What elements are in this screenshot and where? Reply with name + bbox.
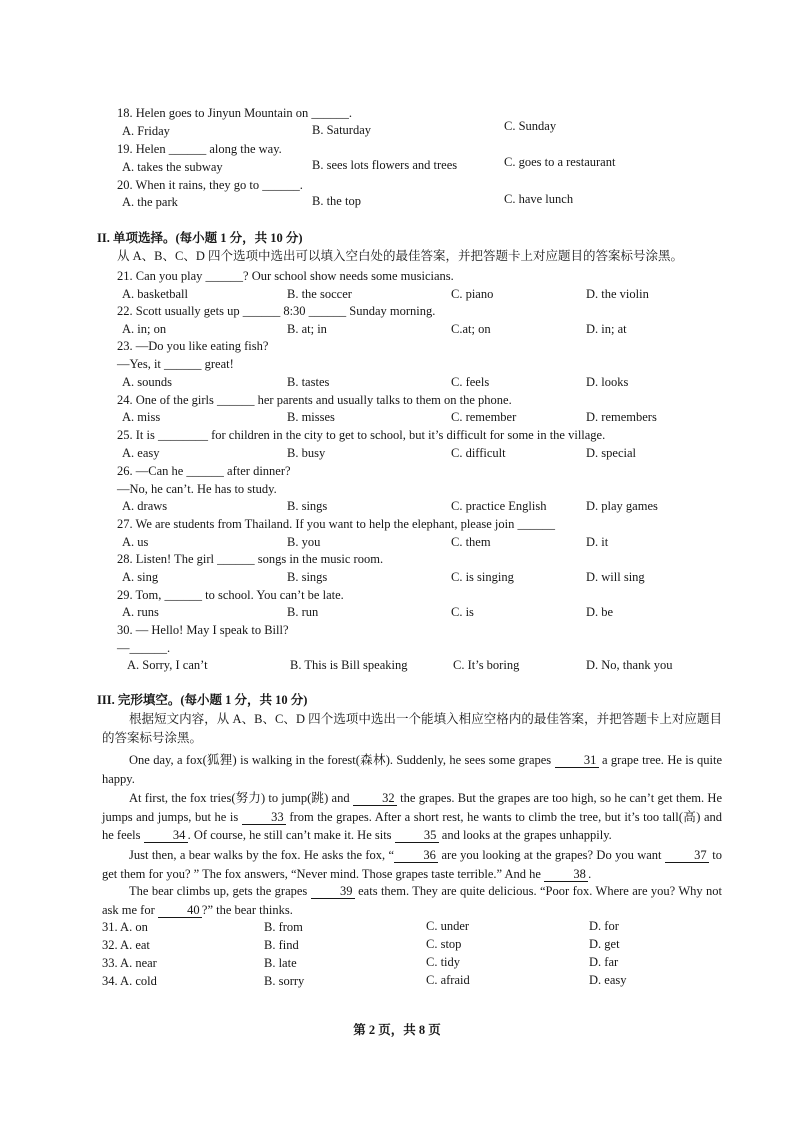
p4-text-b: eats them. They are quite delicious. “Poor fox. Where are you? Why not ask me for xyxy=(102,884,723,917)
question-26-option-d: D. play games xyxy=(586,499,658,513)
question-24-stem: 24. One of the girls ______ her parents and usually talks to them on the phone. xyxy=(117,393,512,407)
choice-31-a: 31. A. on xyxy=(102,920,148,934)
question-26-reply: —No, he can’t. He has to study. xyxy=(117,482,277,496)
question-23-option-a: A. sounds xyxy=(122,375,173,389)
question-22-option-c: C.at; on xyxy=(451,322,491,336)
blank-39: 39 xyxy=(311,884,355,899)
p2-text-d: . Of course, he still can’t make it. He sits xyxy=(187,828,392,842)
passage-paragraph-1 xyxy=(102,751,722,788)
choice-34-d: D. easy xyxy=(589,973,627,987)
p2-text-c: from the grapes. After a short rest, he wants to climb the tree, but it’s too tall(高) and he feels xyxy=(102,809,723,842)
question-18-option-a: A. Friday xyxy=(122,124,170,138)
choice-33-d: D. far xyxy=(589,955,619,969)
question-18-option-c: C. Sunday xyxy=(504,119,557,133)
p1-text-c: a grape tree. He is quite happy. xyxy=(102,753,723,786)
question-30-reply: —______. xyxy=(117,641,171,655)
blank-31: 31 xyxy=(555,753,599,768)
blank-38: 38 xyxy=(544,867,588,882)
question-23-reply: —Yes, it ______ great! xyxy=(117,357,234,371)
question-25-option-b: B. busy xyxy=(287,446,326,460)
question-23-option-d: D. looks xyxy=(586,375,629,389)
p3-text-c: to get them for you? ” The fox answers, “Never mind. Those grapes taste terrible.” And he xyxy=(102,848,723,881)
question-29-option-d: D. be xyxy=(586,605,614,619)
question-30-option-b: B. This is Bill speaking xyxy=(290,658,408,672)
question-19-option-a: A. takes the subway xyxy=(122,160,223,174)
question-28-stem: 28. Listen! The girl ______ songs in the music room. xyxy=(117,552,384,566)
p1-text-a: One day, a fox(狐狸) is walking in the forest(森林). Suddenly, he sees some grapes xyxy=(129,753,552,767)
question-23-stem: 23. —Do you like eating fish? xyxy=(117,339,269,353)
passage-paragraph-4 xyxy=(102,882,722,919)
question-27-stem: 27. We are students from Thailand. If you want to help the elephant, please join ______ xyxy=(117,517,556,531)
question-25-option-a: A. easy xyxy=(122,446,160,460)
passage-paragraph-3 xyxy=(102,846,722,883)
page-number-footer: 第 2 页，共 8 页 xyxy=(353,1023,441,1037)
question-29-option-a: A. runs xyxy=(122,605,159,619)
blank-37: 37 xyxy=(665,848,709,863)
question-23-option-b: B. tastes xyxy=(287,375,330,389)
question-22-stem: 22. Scott usually gets up ______ 8:30 ______ Sunday morning. xyxy=(117,304,436,318)
question-28-option-b: B. sings xyxy=(287,570,328,584)
question-28-option-d: D. will sing xyxy=(586,570,645,584)
question-20-option-c: C. have lunch xyxy=(504,192,574,206)
question-29-option-b: B. run xyxy=(287,605,319,619)
question-24-option-a: A. miss xyxy=(122,410,161,424)
question-30-option-d: D. No, thank you xyxy=(586,658,673,672)
question-21-option-a: A. basketball xyxy=(122,287,188,301)
question-18-option-b: B. Saturday xyxy=(312,123,372,137)
question-21-option-b: B. the soccer xyxy=(287,287,352,301)
p3-text-a: Just then, a bear walks by the fox. He asks the fox, “ xyxy=(129,848,395,862)
choice-34-b: B. sorry xyxy=(264,974,305,988)
question-25-option-d: D. special xyxy=(586,446,636,460)
question-29-option-c: C. is xyxy=(451,605,474,619)
question-18-stem: 18. Helen goes to Jinyun Mountain on ______. xyxy=(117,106,353,120)
blank-34: 34 xyxy=(144,828,188,843)
question-30-option-a: A. Sorry, I can’t xyxy=(127,658,208,672)
question-19-stem: 19. Helen ______ along the way. xyxy=(117,142,282,156)
choice-32-c: C. stop xyxy=(426,937,462,951)
question-19-option-b: B. sees lots flowers and trees xyxy=(312,158,458,172)
question-25-option-c: C. difficult xyxy=(451,446,506,460)
question-30-option-c: C. It’s boring xyxy=(453,658,520,672)
p3-text-b: are you looking at the grapes? Do you want xyxy=(441,848,662,862)
question-22-option-d: D. in; at xyxy=(586,322,627,336)
choice-33-a: 33. A. near xyxy=(102,956,157,970)
question-27-option-a: A. us xyxy=(122,535,149,549)
blank-40: 40 xyxy=(158,903,202,918)
blank-35: 35 xyxy=(395,828,439,843)
question-21-option-d: D. the violin xyxy=(586,287,649,301)
question-24-option-c: C. remember xyxy=(451,410,517,424)
question-22-option-b: B. at; in xyxy=(287,322,327,336)
question-29-stem: 29. Tom, ______ to school. You can’t be late. xyxy=(117,588,344,602)
question-28-option-c: C. is singing xyxy=(451,570,514,584)
question-19-option-c: C. goes to a restaurant xyxy=(504,155,616,169)
choice-33-b: B. late xyxy=(264,956,297,970)
question-27-option-d: D. it xyxy=(586,535,609,549)
choice-32-a: 32. A. eat xyxy=(102,938,150,952)
question-20-option-b: B. the top xyxy=(312,194,361,208)
p4-text-c: ?” the bear thinks. xyxy=(201,902,293,917)
question-26-stem: 26. —Can he ______ after dinner? xyxy=(117,464,291,478)
choice-34-c: C. afraid xyxy=(426,973,470,987)
choice-31-c: C. under xyxy=(426,919,470,933)
choice-34-a: 34. A. cold xyxy=(102,974,157,988)
question-21-stem: 21. Can you play ______? Our school show needs some musicians. xyxy=(117,269,454,283)
p2-text-b: the grapes. But the grapes are too high, so he can’t get them. He jumps and jumps, but he is xyxy=(102,791,722,824)
question-23-option-c: C. feels xyxy=(451,375,490,389)
p3-text-d: . xyxy=(588,866,592,881)
question-24-option-d: D. remembers xyxy=(586,410,657,424)
choice-32-b: B. find xyxy=(264,938,299,952)
question-20-stem: 20. When it rains, they go to ______. xyxy=(117,178,303,192)
blank-32: 32 xyxy=(353,791,397,806)
section-3-instruction: 根据短文内容，从 A、B、C、D 四个选项中选出一个能填入相应空格内的最佳答案，并把答题卡上对应题目的答案标号涂黑。 xyxy=(102,712,722,745)
passage-paragraph-2 xyxy=(102,789,722,845)
question-20-option-a: A. the park xyxy=(122,195,178,209)
question-27-option-c: C. them xyxy=(451,535,491,549)
choice-33-c: C. tidy xyxy=(426,955,461,969)
question-26-option-c: C. practice English xyxy=(451,499,547,513)
question-27-option-b: B. you xyxy=(287,535,321,549)
p4-text-a: The bear climbs up, gets the grapes xyxy=(129,884,308,898)
blank-33: 33 xyxy=(242,810,286,825)
choice-31-b: B. from xyxy=(264,920,303,934)
question-25-stem: 25. It is ________ for children in the city to get to school, but it’s difficult for some in the village. xyxy=(117,428,606,442)
question-28-option-a: A. sing xyxy=(122,570,159,584)
question-22-option-a: A. in; on xyxy=(122,322,167,336)
section-3-title: III. 完形填空。(每小题 1 分，共 10 分) xyxy=(97,693,308,707)
question-26-option-a: A. draws xyxy=(122,499,168,513)
section-2-title: II. 单项选择。(每小题 1 分，共 10 分) xyxy=(97,231,303,245)
question-21-option-c: C. piano xyxy=(451,287,494,301)
choice-32-d: D. get xyxy=(589,937,620,951)
p2-text-a: At first, the fox tries(努力) to jump(跳) and xyxy=(129,791,350,805)
question-30-stem: 30. — Hello! May I speak to Bill? xyxy=(117,623,289,637)
question-26-option-b: B. sings xyxy=(287,499,328,513)
p2-text-e: and looks at the grapes unhappily. xyxy=(441,828,612,842)
section-2-instruction: 从 A、B、C、D 四个选项中选出可以填入空白处的最佳答案，并把答题卡上对应题目的答案标号涂黑。 xyxy=(117,249,683,263)
question-24-option-b: B. misses xyxy=(287,410,335,424)
choice-31-d: D. for xyxy=(589,919,619,933)
blank-36: 36 xyxy=(394,848,438,863)
